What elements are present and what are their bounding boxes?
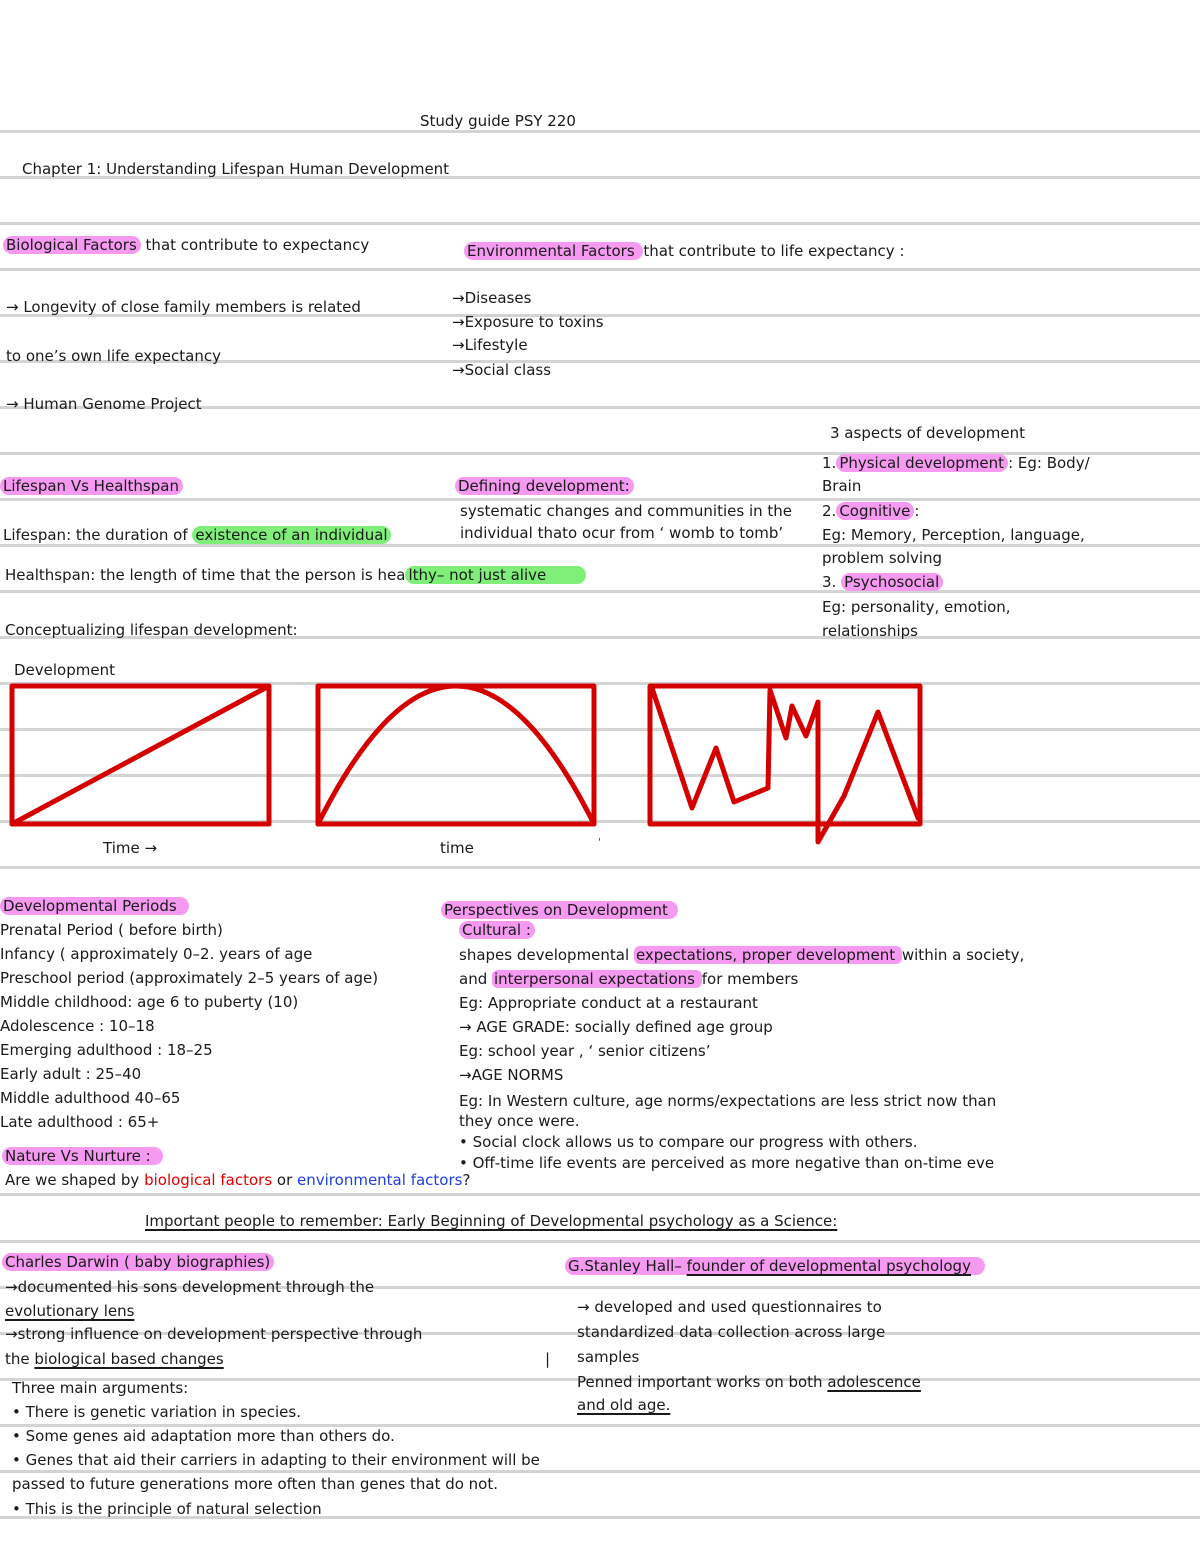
biological-factors-term: biological factors: [144, 1171, 273, 1189]
period-item: Adolescence : 10–18: [0, 1017, 155, 1035]
aspect-cognitive-rest: :: [914, 502, 920, 520]
aspect-number: 3.: [822, 573, 837, 591]
nature-nurture-question: [5, 1171, 470, 1189]
hall-name: G.Stanley Hall–: [568, 1257, 687, 1275]
cultural-line-10: • Off-time life events are perceived as more negative than on-time eve: [459, 1154, 995, 1172]
cultural-line-5: Eg: school year , ‘ senior citizens’: [459, 1042, 711, 1060]
aspect-psychosocial-line2: Eg: personality, emotion,: [822, 598, 1011, 616]
cultural-heading: [459, 921, 535, 939]
cultural-line-6: →AGE NORMS: [459, 1066, 564, 1084]
ruled-line: [0, 1240, 1200, 1243]
period-item: Early adult : 25–40: [0, 1065, 142, 1083]
document-title: Study guide PSY 220: [420, 112, 576, 130]
lifespan-definition-text: Lifespan: the duration of: [3, 526, 193, 544]
aspect-number: 1.: [822, 454, 837, 472]
darwin-line-4-start: the: [5, 1350, 35, 1368]
cultural-line-1-start: shapes developmental: [459, 946, 634, 964]
ruled-line: [0, 1193, 1200, 1196]
defining-heading-highlight: Defining development:: [455, 477, 634, 495]
period-item: Late adulthood : 65+: [0, 1113, 160, 1131]
periods-heading: [0, 897, 189, 915]
aspect-cognitive-line3: problem solving: [822, 549, 943, 567]
question-end: ?: [462, 1171, 471, 1189]
biological-factors-heading-rest: that contribute to expectancy: [140, 236, 370, 254]
cultural-line-4: → AGE GRADE: socially defined age group: [459, 1018, 773, 1036]
darwin-argument: • There is genetic variation in species.: [12, 1403, 301, 1421]
conceptualizing-text: Conceptualizing lifespan development:: [5, 621, 298, 639]
environmental-item-2: →Exposure to toxins: [452, 313, 604, 331]
darwin-argument: • This is the principle of natural selection: [12, 1500, 322, 1518]
cultural-line-2-start: and: [459, 970, 492, 988]
periods-heading-highlight: Developmental Periods: [0, 897, 189, 915]
environmental-factors-term: environmental factors: [297, 1171, 463, 1189]
chapter-heading: Chapter 1: Understanding Lifespan Human Development: [22, 160, 450, 178]
linear-development-curve: [12, 686, 269, 824]
cultural-line-1-end: within a society,: [901, 946, 1025, 964]
graph-x-label-time-arrow: Time →: [103, 839, 158, 857]
hall-line-1: → developed and used questionnaires to: [577, 1298, 882, 1316]
darwin-line-1: →documented his sons development through the: [5, 1278, 375, 1296]
aspect-physical-line2: Brain: [822, 477, 862, 495]
stray-mark: ': [598, 837, 601, 848]
environmental-factors-heading-rest: that contribute to life expectancy :: [643, 242, 905, 260]
healthspan-highlight: lthy– not just alive: [405, 566, 586, 584]
defining-line-1: systematic changes and communities in the: [460, 502, 793, 520]
perspectives-heading-highlight: Perspectives on Development: [441, 901, 678, 919]
hall-line-4-start: Penned important works on both: [577, 1373, 828, 1391]
darwin-line-3: →strong influence on development perspective through: [5, 1325, 423, 1343]
biological-factors-highlight: Biological Factors: [3, 236, 141, 254]
hall-line-5: and old age.: [577, 1396, 671, 1414]
cultural-line-8: they once were.: [459, 1112, 580, 1130]
cultural-line-1: [459, 946, 1024, 964]
arc-development-curve: [318, 686, 594, 824]
darwin-argument: • Some genes aid adaptation more than others do.: [12, 1427, 395, 1445]
biological-line-2: to one’s own life expectancy: [6, 347, 221, 365]
darwin-line-4: [5, 1350, 224, 1368]
perspectives-heading: [441, 901, 678, 919]
graph-x-label-time: time: [440, 839, 474, 857]
environmental-item-1: →Diseases: [452, 289, 532, 307]
cultural-highlight: Cultural :: [459, 921, 535, 939]
physical-highlight: Physical development: [836, 454, 1008, 472]
aspect-psychosocial-line3: relationships: [822, 622, 918, 640]
interpersonal-highlight: interpersonal expectations: [494, 970, 700, 988]
period-item: Preschool period (approximately 2–5 years of age): [0, 969, 379, 987]
biological-based-changes: biological based changes: [34, 1350, 224, 1368]
aspect-cognitive-line2: Eg: Memory, Perception, language,: [822, 526, 1085, 544]
environmental-factors-highlight: Environmental Factors: [464, 242, 643, 260]
healthspan-definition-text: Healthspan: the length of time that the person is hea: [5, 566, 406, 584]
period-item: Emerging adulthood : 18–25: [0, 1041, 213, 1059]
darwin-heading-highlight: Charles Darwin ( baby biographies): [2, 1253, 274, 1271]
hall-line-2: standardized data collection across large: [577, 1323, 886, 1341]
question-start: Are we shaped by: [5, 1171, 145, 1189]
question-or: or: [272, 1171, 298, 1189]
period-item: Middle adulthood 40–65: [0, 1089, 181, 1107]
biological-line-1: → Longevity of close family members is related: [6, 298, 361, 316]
aspect-number: 2.: [822, 502, 837, 520]
graph-y-label: Development: [14, 661, 115, 679]
aspect-physical-rest: : Eg: Body/: [1008, 454, 1090, 472]
cultural-line-3: Eg: Appropriate conduct at a restaurant: [459, 994, 758, 1012]
environmental-item-3: →Lifestyle: [452, 336, 528, 354]
cultural-line-9: • Social clock allows us to compare our progress with others.: [459, 1133, 918, 1151]
darwin-heading: [2, 1253, 274, 1271]
cultural-line-2-end: for members: [701, 970, 799, 988]
psychosocial-highlight: Psychosocial: [841, 573, 943, 591]
hall-heading-highlight: [565, 1257, 985, 1275]
expectations-highlight: expectations, proper development: [635, 946, 900, 964]
cultural-line-2: [459, 970, 798, 988]
hall-heading: [565, 1257, 985, 1275]
darwin-line-2: evolutionary lens: [5, 1302, 135, 1320]
cultural-line-7: Eg: In Western culture, age norms/expectations are less strict now than: [459, 1092, 997, 1110]
darwin-argument: passed to future generations more often than genes that do not.: [12, 1475, 499, 1493]
defining-line-2: individual thato ocur from ‘ womb to tomb’: [460, 524, 784, 542]
aspects-title: 3 aspects of development: [830, 424, 1025, 442]
cursor-mark: |: [545, 1350, 551, 1368]
adolescence-text: adolescence: [827, 1373, 921, 1391]
hall-line-4: [577, 1373, 921, 1391]
environmental-item-4: →Social class: [452, 361, 552, 379]
hall-line-3: samples: [577, 1348, 640, 1366]
nature-nurture-highlight: Nature Vs Nurture :: [2, 1147, 163, 1165]
important-people-heading: Important people to remember: Early Beginning of Developmental psychology as a Science:: [145, 1212, 838, 1230]
period-item: Prenatal Period ( before birth): [0, 921, 223, 939]
period-item: Middle childhood: age 6 to puberty (10): [0, 993, 299, 1011]
ruled-line: [0, 1470, 1200, 1473]
period-item: Infancy ( approximately 0–2. years of age: [0, 945, 313, 963]
hall-founder-text: founder of developmental psychology: [686, 1257, 971, 1275]
darwin-argument: • Genes that aid their carriers in adapting to their environment will be: [12, 1451, 540, 1469]
nature-nurture-heading: [2, 1147, 163, 1165]
lifespan-heading-highlight: Lifespan Vs Healthspan: [0, 477, 183, 495]
zigzag-development-curve: [652, 688, 918, 842]
lifespan-highlight: existence of an individual: [192, 526, 390, 544]
cognitive-highlight: Cognitive: [836, 502, 914, 520]
darwin-arguments-title: Three main arguments:: [12, 1379, 189, 1397]
biological-line-3: → Human Genome Project: [6, 395, 202, 413]
